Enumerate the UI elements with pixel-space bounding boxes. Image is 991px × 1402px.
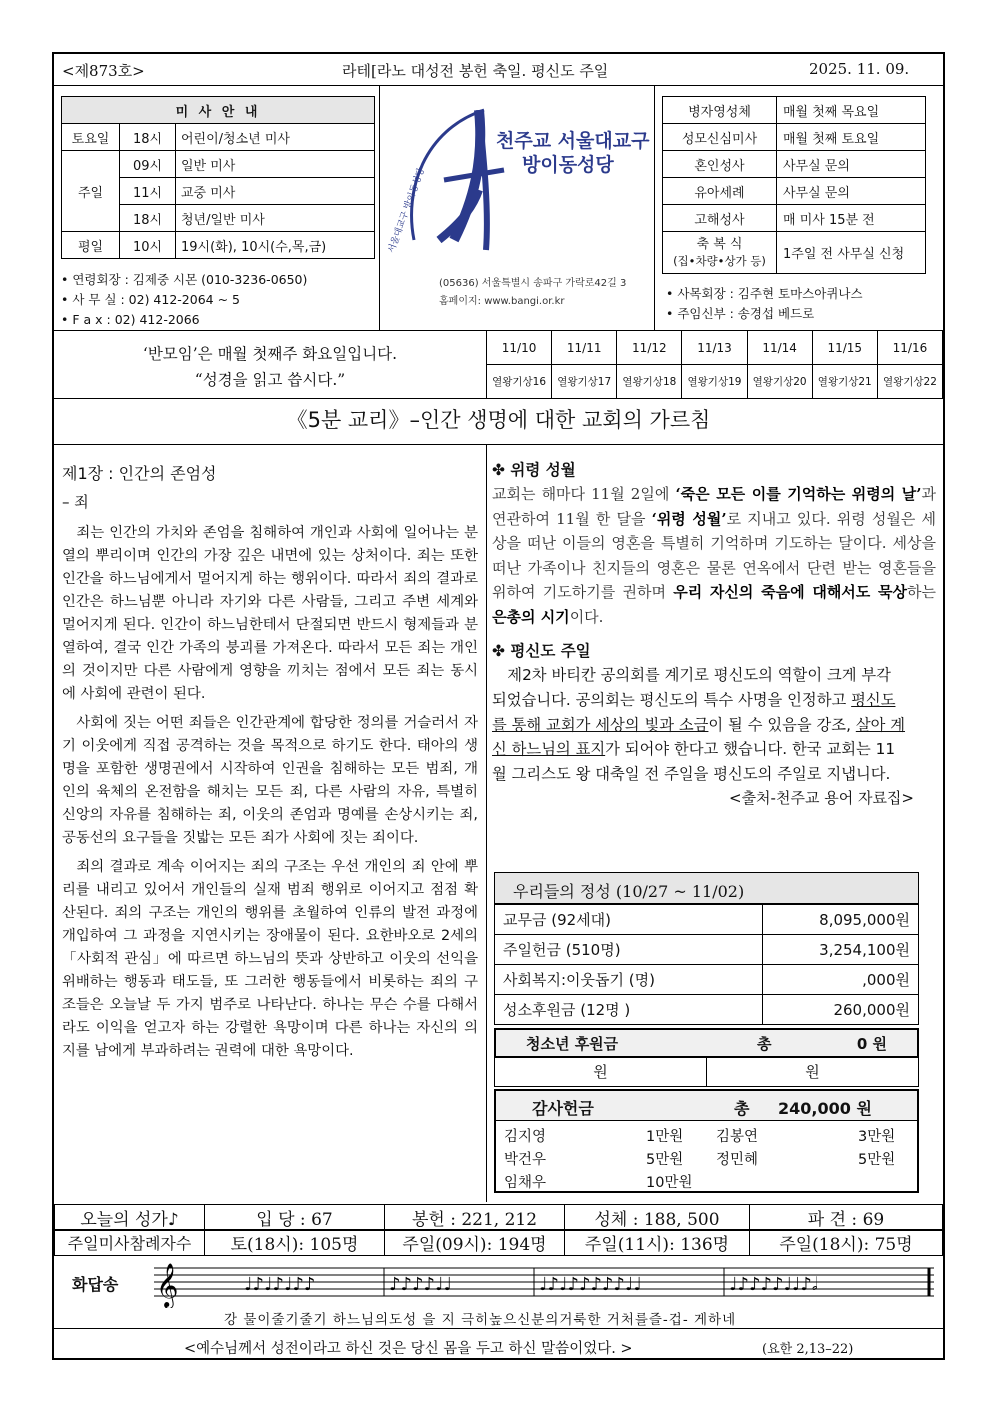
psalm-lyrics: 강 물이줄기줄기 하느님의도성 을 지 극히높으신분의거룩한 거처를즐-겁- 게하네 (224, 1312, 737, 1328)
doctrine-para-3: 죄의 결과로 계속 이어지는 죄의 구조는 우선 개인의 죄 안에 뿌리를 내리고 있어서 개인들의 실재 범죄 행위로 이어지고 점점 확산된다. 죄의 구조는 개인의 행위를 초월하여 인류의 발전 과정에 개입하여 그 과정을 지연시키는 장애물이 된다. 요한바오로 2세의 「사회적 관심」에 따르면 하느님의 뜻과 상반하고 이웃의 선익을 위배하는 행동과 태도들, 또 그러한 행동들에서 비롯하는 죄의 구조들은 오늘날 두 가지 범주로 나타난다. 하나는 무슨 수를 다해서라도 이익을 얻고자 하는 강렬한 욕망이며 다른 하나는 자신의 의지를 남에게 부과하려는 권력에 대한 욕망이다. (62, 859, 478, 1059)
wk-label: 평일 (62, 232, 120, 259)
logo-homepage: 홈페이지: www.bangi.or.kr (439, 296, 565, 307)
sun1-time: 09시 (120, 151, 176, 178)
info-r5a: 고해성사 (663, 205, 777, 232)
att-sun11: 주일(11시): 136명 (565, 1230, 750, 1256)
footer-quote: <예수님께서 성전이라고 하신 것은 당신 몸을 두고 하신 말씀이었다. > (184, 1341, 633, 1357)
svg-text:𝄞: 𝄞 (156, 1263, 179, 1307)
header-title: 라테[라노 대성전 봉헌 축일. 평신도 주일 (342, 62, 609, 80)
donor-name: 정민혜 (716, 1151, 759, 1168)
calendar-date: 11/10 (487, 331, 552, 365)
donor-amount: 5만원 (858, 1151, 896, 1168)
sat-desc: 어린이/청소년 미사 (176, 124, 375, 151)
info-r3a: 혼인성사 (663, 151, 777, 178)
donation-row (495, 965, 919, 995)
logo-name-1: 천주교 서울대교구 (496, 130, 650, 152)
logo-name-2: 방이동성당 (522, 154, 614, 176)
calendar-reading: 열왕기상22 (877, 365, 942, 399)
donation-label: 교무금 (92세대) (495, 905, 763, 935)
doctrine-title (54, 404, 943, 434)
laity-text (492, 663, 936, 787)
calendar-date: 11/16 (877, 331, 942, 365)
donation-row (495, 935, 919, 965)
info-r6a: 축 복 식 (696, 236, 743, 252)
sat-time: 18시 (120, 124, 176, 151)
souls-text (492, 482, 936, 629)
stat-hymn: 오늘의 성가♪ (55, 1205, 205, 1231)
doctrine-sub: – 죄 (62, 493, 89, 511)
svg-text:♩♪♪♪♪♩♩♪𝅗𝅥: ♩♪♪♪♪♩♩♪𝅗𝅥 (729, 1274, 818, 1295)
psalm-label: 화답송 (72, 1275, 119, 1294)
donation-amount: 3,254,100원 (763, 935, 919, 965)
logo-address: (05636) 서울특별시 송파구 가락로42길 3 (439, 278, 627, 289)
stat-entry: 입 당 : 67 (205, 1205, 385, 1231)
donations-block (494, 872, 919, 1193)
laity-c: 가 되어야 한다고 했습니다. 한국 교회는 11월 그리스도 왕 대축일 전 주일을 평신도의 주일로 지냅니다. (492, 740, 896, 784)
calendar-date: 11/13 (682, 331, 747, 365)
info-r6b: 1주일 전 사무실 신청 (777, 232, 926, 274)
thanks-label: 감사헌금 (532, 1098, 594, 1118)
youth-amount: 0 원 (788, 1029, 918, 1057)
reading-calendar (486, 330, 943, 399)
att-label: 주일미사참례자수 (55, 1230, 205, 1256)
won-1: 원 (495, 1058, 707, 1086)
souls-b2: ‘위령 성월’ (651, 509, 727, 528)
calendar-date: 11/14 (747, 331, 812, 365)
laity-source: <출처-천주교 용어 자료집> (729, 788, 914, 807)
svg-text:♩♪♩♪♩♪♪: ♩♪♩♪♩♪♪ (244, 1274, 316, 1295)
info-r5b: 매 미사 15분 전 (777, 205, 926, 232)
calendar-date: 11/15 (812, 331, 877, 365)
info-r4a: 유아세례 (663, 178, 777, 205)
notice-line-1: ‘반모임’은 매월 첫째주 화요일입니다. (142, 345, 398, 363)
staff-block (666, 284, 863, 324)
donation-label: 주일헌금 (510명) (495, 935, 763, 965)
sun2-time: 11시 (120, 178, 176, 205)
doctrine-body (62, 462, 478, 1063)
youth-total: 총 (757, 1029, 788, 1057)
donor-amount: 5만원 (646, 1151, 684, 1168)
info-r3b: 사무실 문의 (777, 151, 926, 178)
stat-dismissal: 파 견 : 69 (750, 1205, 943, 1231)
notice-block (54, 341, 486, 393)
doctrine-para-1: 죄는 인간의 가치와 존엄을 침해하여 개인과 사회에 일어나는 분열의 뿌리이며 인간의 가장 깊은 내면에 있는 상처이다. 죄는 또한 인간을 하느님에게서 멀어지게 하는 행위이다. 따라서 죄의 결과로 인간은 하느님뿐 아니라 자기와 다른 사람들, 그리고 주변 세계와 멀어지게 된다. 인간이 하느님한테서 단절되면 반드시 형제들과 분열하여, 결국 인간 가족의 붕괴를 가져온다. 따라서 모든 죄는 개인의 것이지만 다른 사람에게 영향을 끼치는 점에서 모든 죄는 동시에 사회에 관련이 된다. (62, 525, 478, 702)
donor-name: 박건우 (504, 1151, 547, 1168)
notice-line-2: “성경을 읽고 씁시다.” (194, 371, 346, 389)
souls-b3: 우리 자신의 죽음에 대해서도 묵상 (673, 583, 907, 601)
calendar-reading: 열왕기상18 (617, 365, 682, 399)
sat-label: 토요일 (62, 124, 120, 151)
logo-arc-text: 서울대교구 방이동성당 (386, 166, 427, 255)
won-2: 원 (805, 1063, 820, 1082)
sun-label: 주일 (62, 151, 120, 232)
wk-time: 10시 (120, 232, 176, 259)
info-r1a: 병자영성체 (663, 97, 777, 124)
souls-heading: ✤ 위령 성월 (492, 461, 576, 479)
calendar-reading: 열왕기상20 (747, 365, 812, 399)
calendar-reading: 열왕기상16 (487, 365, 552, 399)
cross-logo-icon (384, 90, 654, 270)
pastoral-chair: • 사목회장 : 김주현 토마스아퀴나스 (666, 286, 863, 301)
donations-title: 우리들의 정성 (10/27 ~ 11/02) (494, 872, 919, 904)
doctrine-title-a: 《5분 교리》 (286, 408, 410, 432)
won-table (494, 1058, 919, 1087)
sun1-desc: 일반 미사 (176, 151, 375, 178)
att-sun18: 주일(18시): 75명 (750, 1230, 943, 1256)
attendance-table (54, 1229, 943, 1256)
donor-amount: 3만원 (858, 1128, 896, 1145)
wk-desc: 19시(화), 10시(수,목,금) (176, 232, 375, 259)
laity-u2: 살아 계신 하느님의 표지 (492, 715, 906, 759)
calendar-date: 11/12 (617, 331, 682, 365)
info-r2a: 성모신심미사 (663, 124, 777, 151)
calendar-reading: 열왕기상19 (682, 365, 747, 399)
info-r4b: 사무실 문의 (777, 178, 926, 205)
souls-t1: 교회는 해마다 11월 2일에 (492, 485, 676, 503)
psalm-music-staff (144, 1260, 939, 1308)
youth-table (494, 1028, 919, 1058)
info-r2b: 매월 첫째 토요일 (777, 124, 926, 151)
laity-b: 이 될 수 있음을 강조, (708, 715, 856, 734)
donor-name: 임채우 (504, 1174, 547, 1191)
right-column (492, 456, 936, 808)
calendar-reading: 열왕기상17 (552, 365, 617, 399)
donation-amount: ,000원 (763, 965, 919, 995)
calendar-date: 11/11 (552, 331, 617, 365)
doctrine-title-b: –인간 생명에 대한 교회의 가르침 (409, 408, 711, 432)
mass-schedule-title: 미 사 안 내 (62, 97, 375, 124)
donor-amount: 1만원 (646, 1128, 684, 1145)
thanks-amount: 240,000 원 (778, 1098, 872, 1118)
header-bar (54, 54, 943, 86)
souls-t4: 하는 (907, 583, 936, 601)
souls-b1: ‘죽은 모든 이를 기억하는 위령의 날’ (675, 485, 922, 503)
stats-table (54, 1204, 943, 1231)
donation-row (495, 905, 919, 935)
att-sat: 토(18시): 105명 (205, 1230, 385, 1256)
thanks-header (496, 1091, 917, 1121)
donation-label: 성소후원금 (12명 ) (495, 995, 763, 1025)
donor-name: 김지영 (504, 1128, 547, 1145)
contact-funeral: • 연령회장 : 김제중 시몬 (010-3236-0650) (61, 272, 308, 287)
thanks-names (496, 1121, 917, 1191)
souls-t5: 이다. (569, 607, 604, 626)
laity-a: 제2차 바티칸 공의회를 계기로 평신도의 역할이 크게 부각 되었습니다. 공의회는 평신도의 특수 사명을 인정하고 (492, 666, 891, 709)
donations-table (494, 904, 919, 1025)
doctrine-para-2: 사회에 짓는 어떤 죄들은 인간관계에 합당한 정의를 거슬러서 자기 이웃에게 직접 공격하는 것을 목적으로 하기도 한다. 태아의 생명을 포함한 생명권에서 시작하여 인권을 침해하는 모든 범죄, 개인의 육체의 온전함을 해치는 모든 죄, 다른 사람의 자유, 특별히 신앙의 자유를 침해하는 죄, 이웃의 존엄과 명예를 손상시키는 죄, 공동선의 요구들을 짓밟는 모든 죄가 사회에 짓는 죄이다. (62, 715, 478, 846)
svg-text:♩♪♩♪♪♪♪♪♩♩: ♩♪♩♪♪♪♪♪♩♩ (539, 1274, 642, 1295)
laity-heading: ✤ 평신도 주일 (492, 642, 591, 660)
footer-ref: (요한 2,13–22) (762, 1342, 854, 1357)
issue-number: <제873호> (62, 62, 145, 80)
att-sun9: 주일(09시): 194명 (385, 1230, 565, 1256)
contact-fax: • F a x : 02) 412-2066 (61, 312, 200, 327)
donation-amount: 260,000원 (763, 995, 919, 1025)
laity-u1: 평신도를 통해 교회가 세상의 빛과 소금 (492, 690, 896, 734)
bulletin-page (52, 52, 945, 1360)
donation-label: 사회복지:이웃돕기 (명) (495, 965, 763, 995)
donation-amount: 8,095,000원 (763, 905, 919, 935)
svg-text:♪♪♪♪♩♩: ♪♪♪♪♩♩ (389, 1274, 452, 1295)
header-date: 2025. 11. 09. (809, 60, 910, 78)
souls-t2: 과 연관하여 11월 한 달을 (492, 485, 936, 528)
donor-amount: 10만원 (646, 1174, 693, 1191)
contact-block (61, 270, 381, 330)
info-r6a-cell (663, 232, 777, 274)
souls-b4: 은총의 시기 (492, 607, 570, 626)
contact-office: • 사 무 실 : 02) 412-2064 ~ 5 (61, 292, 240, 307)
info-r6a2: (집•차량•상가 등) (673, 253, 766, 268)
donor-name: 김봉연 (716, 1128, 759, 1145)
stat-communion: 성체 : 188, 500 (565, 1205, 750, 1231)
mass-schedule-table (61, 96, 375, 259)
calendar-reading: 열왕기상21 (812, 365, 877, 399)
info-r1b: 매월 첫째 목요일 (777, 97, 926, 124)
thanks-block (494, 1089, 919, 1193)
doctrine-chapter: 제1장 : 인간의 존엄성 (62, 464, 217, 483)
donation-row (495, 995, 919, 1025)
sacrament-info-table (662, 96, 926, 274)
parish-priest: • 주임신부 : 송경섭 베드로 (666, 306, 815, 321)
parish-logo (384, 90, 654, 330)
sun3-time: 18시 (120, 205, 176, 232)
youth-label: 청소년 후원금 (495, 1029, 757, 1057)
stat-offer: 봉헌 : 221, 212 (385, 1205, 565, 1231)
sun2-desc: 교중 미사 (176, 178, 375, 205)
thanks-total: 총 (734, 1098, 750, 1118)
sun3-desc: 청년/일반 미사 (176, 205, 375, 232)
souls-t3: 로 지내고 있다. 위령 성월은 세상을 떠난 이들의 영혼을 특별히 기억하며 기도하는 달이다. 세상을 떠난 가족이나 친지들의 영혼은 물론 연옥에서 단련 받는 영혼들을 위하여 기도하기를 권하며 (492, 509, 936, 601)
